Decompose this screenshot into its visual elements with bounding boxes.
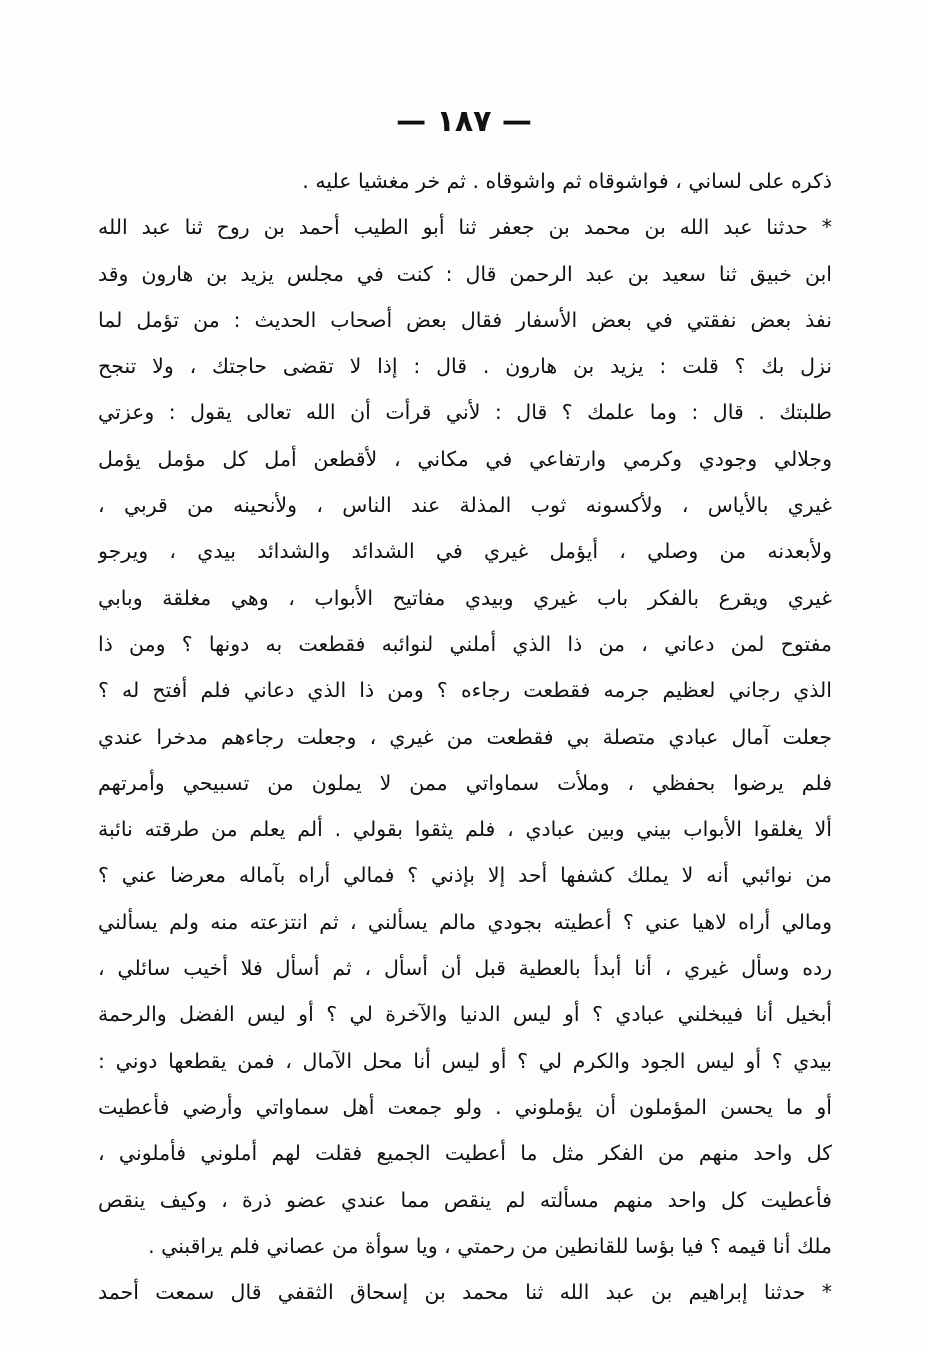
text-line: رده وسأل غيري ، أنا أبدأ بالعطية قبل أن أسأل ، ثم أسأل فلا أخيب سائلي ، (98, 956, 832, 981)
text-line: مفتوح لمن دعاني ، من ذا الذي أملني لنوائبه فقطعت به دونها ؟ ومن ذا (98, 631, 832, 656)
body-text (98, 158, 832, 1315)
text-line: ابن خبيق ثنا سعيد بن عبد الرحمن قال : كنت في مجلس يزيد بن هارون وقد (98, 261, 832, 286)
text-line: من نوائبي أنه لا يملك كشفها أحد إلا بإذني ؟ فمالي أراه بآماله معرضا عني ؟ (98, 863, 832, 888)
text-line: ذكره على لساني ، فواشوقاه ثم واشوقاه . ثم خر مغشيا عليه . (302, 169, 832, 193)
text-line: وجلالي وجودي وكرمي وارتفاعي في مكاني ، لأقطعن أمل كل مؤمل يؤمل (98, 446, 832, 471)
text-line: ولأبعدنه من وصلي ، أيؤمل غيري في الشدائد والشدائد بيدي ، ويرجو (98, 539, 832, 564)
text-line: كل واحد منهم من الفكر مثل ما أعطيت الجميع فقلت لهم أملوني فأملوني ، (98, 1141, 832, 1166)
text-line: * حدثنا عبد الله بن محمد بن جعفر ثنا أبو الطيب أحمد بن روح ثنا عبد الله (98, 215, 832, 240)
text-line: غيري ويقرع بالفكر باب غيري وبيدي مفاتيح الأبواب ، وهي مغلقة وبابي (98, 585, 832, 610)
text-line: الذي رجاني لعظيم جرمه فقطعت رجاءه ؟ ومن ذا الذي دعاني فلم أفتح له ؟ (98, 678, 832, 703)
text-line: أو ما يحسن المؤملون أن يؤملوني . ولو جمعت أهل سماواتي وأرضي فأعطيت (98, 1094, 832, 1119)
text-line: جعلت آمال عبادي متصلة بي فقطعت من غيري ، وجعلت رجاءهم مدخرا عندي (98, 724, 832, 749)
text-line: أبخيل أنا فيبخلني عبادي ؟ أو ليس الدنيا والآخرة لي ؟ أو ليس الفضل والرحمة (98, 1002, 832, 1027)
text-line: نفذ بعض نفقتي في بعض الأسفار فقال بعض أصحاب الحديث : من تؤمل لما (98, 307, 832, 332)
text-line: ملك أنا قيمه ؟ فيا بؤسا للقانطين من رحمتي ، ويا سوأة من عصاني فلم يراقبني . (148, 1233, 832, 1258)
text-line: نزل بك ؟ قلت : يزيد بن هارون . قال : إذا لا تقضى حاجتك ، ولا تنجح (98, 354, 832, 379)
text-line: ألا يغلقوا الأبواب بيني وبين عبادي ، فلم يثقوا بقولي . ألم يعلم من طرقته نائبة (98, 817, 832, 842)
text-line: * حدثنا إبراهيم بن عبد الله ثنا محمد بن إسحاق الثقفي قال سمعت أحمد (98, 1280, 832, 1305)
text-line: ومالي أراه لاهيا عني ؟ أعطيته بجودي مالم يسألني ، ثم انتزعته منه ولم يسألني (98, 909, 832, 934)
text-line: بيدي ؟ أو ليس الجود والكرم لي ؟ أو ليس أنا محل الآمال ، فمن يقطعها دوني : (98, 1048, 832, 1073)
text-line: فلم يرضوا بحفظي ، وملأت سماواتي ممن لا يملون من تسبيحي وأمرتهم (98, 770, 832, 795)
text-line: طلبتك . قال : وما علمك ؟ قال : لأني قرأت أن الله تعالى يقول : وعزتي (98, 400, 832, 425)
text-line: غيري بالأياس ، ولأكسونه ثوب المذلة عند الناس ، ولأنحينه من قربي ، (98, 493, 832, 518)
text-line: فأعطيت كل واحد منهم مسألته لم ينقص مما عندي عضو ذرة ، وكيف ينقص (98, 1187, 832, 1212)
page-number: — ١٨٧ — (396, 104, 532, 139)
